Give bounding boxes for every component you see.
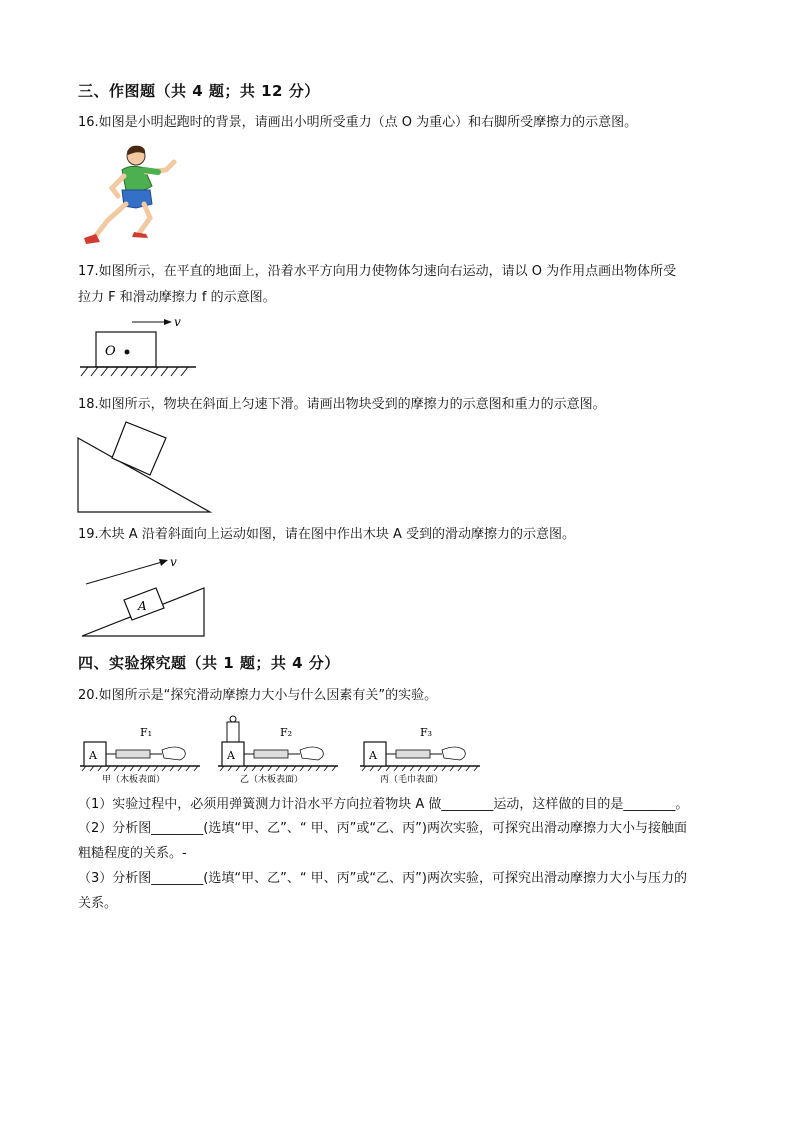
block-a-incline-figure <box>78 552 208 640</box>
force-label-yi: F₂ <box>280 726 293 739</box>
block-label-yi: A <box>227 749 235 762</box>
section-title-experiment: 四、实验探究题（共 1 题；共 4 分） <box>78 654 340 672</box>
runner-figure <box>78 142 190 254</box>
question-18-text: 18.如图所示，物块在斜面上匀速下滑。请画出物块受到的摩擦力的示意图和重力的示意图。 <box>78 397 606 412</box>
caption-yi: 乙（木板表面） <box>240 775 304 785</box>
box-on-ground-figure <box>78 314 198 384</box>
question-19-text: 19.木块 A 沿着斜面向上运动如图，请在图中作出木块 A 受到的滑动摩擦力的示意图。 <box>78 527 575 542</box>
question-16-text: 16.如图是小明起跑时的背景，请画出小明所受重力（点 O 为重心）和右脚所受摩擦力的示意图。 <box>78 115 638 130</box>
question-20-sub3-line2: 关系。 <box>78 896 118 911</box>
block-label-bing: A <box>369 749 377 762</box>
section-title-drawing: 三、作图题（共 4 题；共 12 分） <box>78 82 320 100</box>
question-17-line1: 17.如图所示，在平直的地面上，沿着水平方向用力使物体匀速向右运动，请以 O 为作用点画出物体所受 <box>78 264 677 279</box>
caption-bing: 丙（毛巾表面） <box>380 775 444 785</box>
question-20-sub1: （1）实验过程中，必须用弹簧测力计沿水平方向拉着物块 A 做________运动，这样做的目的是________。 <box>78 797 689 812</box>
force-label-bing: F₃ <box>420 726 433 739</box>
question-20-text: 20.如图所示是“探究滑动摩擦力大小与什么因素有关”的实验。 <box>78 688 438 703</box>
caption-jia: 甲（木板表面） <box>102 775 166 785</box>
velocity-label: v <box>174 315 181 329</box>
question-17-line2: 拉力 F 和滑动摩擦力 f 的示意图。 <box>78 290 276 305</box>
point-o-dot <box>125 350 130 355</box>
block-label-jia: A <box>89 749 97 762</box>
block-on-incline-figure <box>76 420 214 516</box>
point-o-label: O <box>105 344 116 359</box>
experiment-fig-bing <box>360 726 480 785</box>
force-label-jia: F₁ <box>140 726 153 739</box>
question-20-sub2-line1: （2）分析图________(选填“甲、乙”、“ 甲、丙”或“乙、丙”)两次实验，可探究出滑动摩擦力大小与接触面 <box>78 821 687 836</box>
velocity-label-19: v <box>170 555 177 569</box>
experiment-fig-yi <box>218 716 338 785</box>
friction-experiment-figure <box>80 714 490 786</box>
experiment-fig-jia <box>80 726 200 785</box>
question-20-sub3-line1: （3）分析图________(选填“甲、乙”、“ 甲、丙”或“乙、丙”)两次实验，可探究出滑动摩擦力大小与压力的 <box>78 871 687 886</box>
block-a-label: A <box>138 599 147 613</box>
question-20-sub2-line2: 粗糙程度的关系。- <box>78 846 187 861</box>
